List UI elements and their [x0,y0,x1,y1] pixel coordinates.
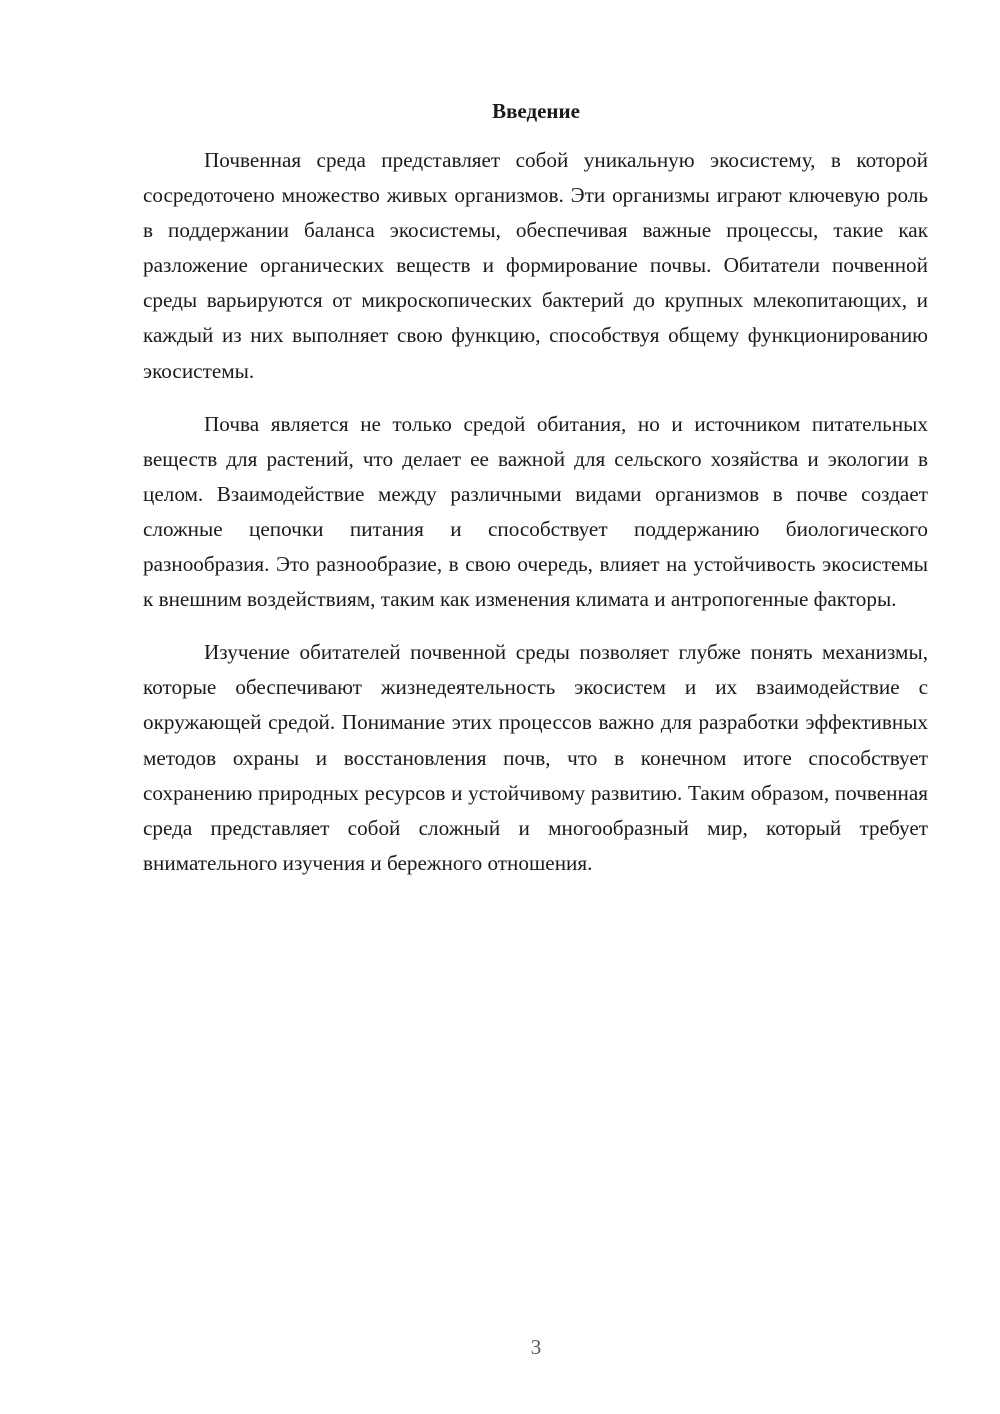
paragraph-2: Почва является не только средой обитания, но и источником питательных веществ для растений, что делает ее важной для сельского хозяйства и экологии в целом. Взаимодействие между различными видами организмов в почве создает сложные цепочки питания и способствует поддержанию биологического разнообразия. Это разнообразие, в свою очередь, влияет на устойчивость экосистемы к внешним воздействиям, таким как изменения климата и антропогенные факторы. [143,411,928,612]
paragraph-3: Изучение обитателей почвенной среды позволяет глубже понять механизмы, которые обеспечивают жизнедеятельность экосистем и их взаимодействие с окружающей средой. Понимание этих процессов важно для разработки эффективных методов охраны и восстановления почв, что в конечном итоге способствует сохранению природных ресурсов и устойчивому развитию. Таким образом, почвенная среда представляет собой сложный и многообразный мир, который требует внимательного изучения и бережного отношения. [143,640,928,875]
section-title: Введение [492,99,580,123]
body-text [143,143,928,899]
paragraph-1: Почвенная среда представляет собой уникальную экосистему, в которой сосредоточено множество живых организмов. Эти организмы играют ключевую роль в поддержании баланса экосистемы, обеспечивая важные процессы, такие как разложение органических веществ и формирование почвы. Обитатели почвенной среды варьируются от микроскопических бактерий до крупных млекопитающих, и каждый из них выполняет свою функцию, способствуя общему функционированию экосистемы. [143,148,928,383]
page-number: 3 [530,1335,542,1359]
